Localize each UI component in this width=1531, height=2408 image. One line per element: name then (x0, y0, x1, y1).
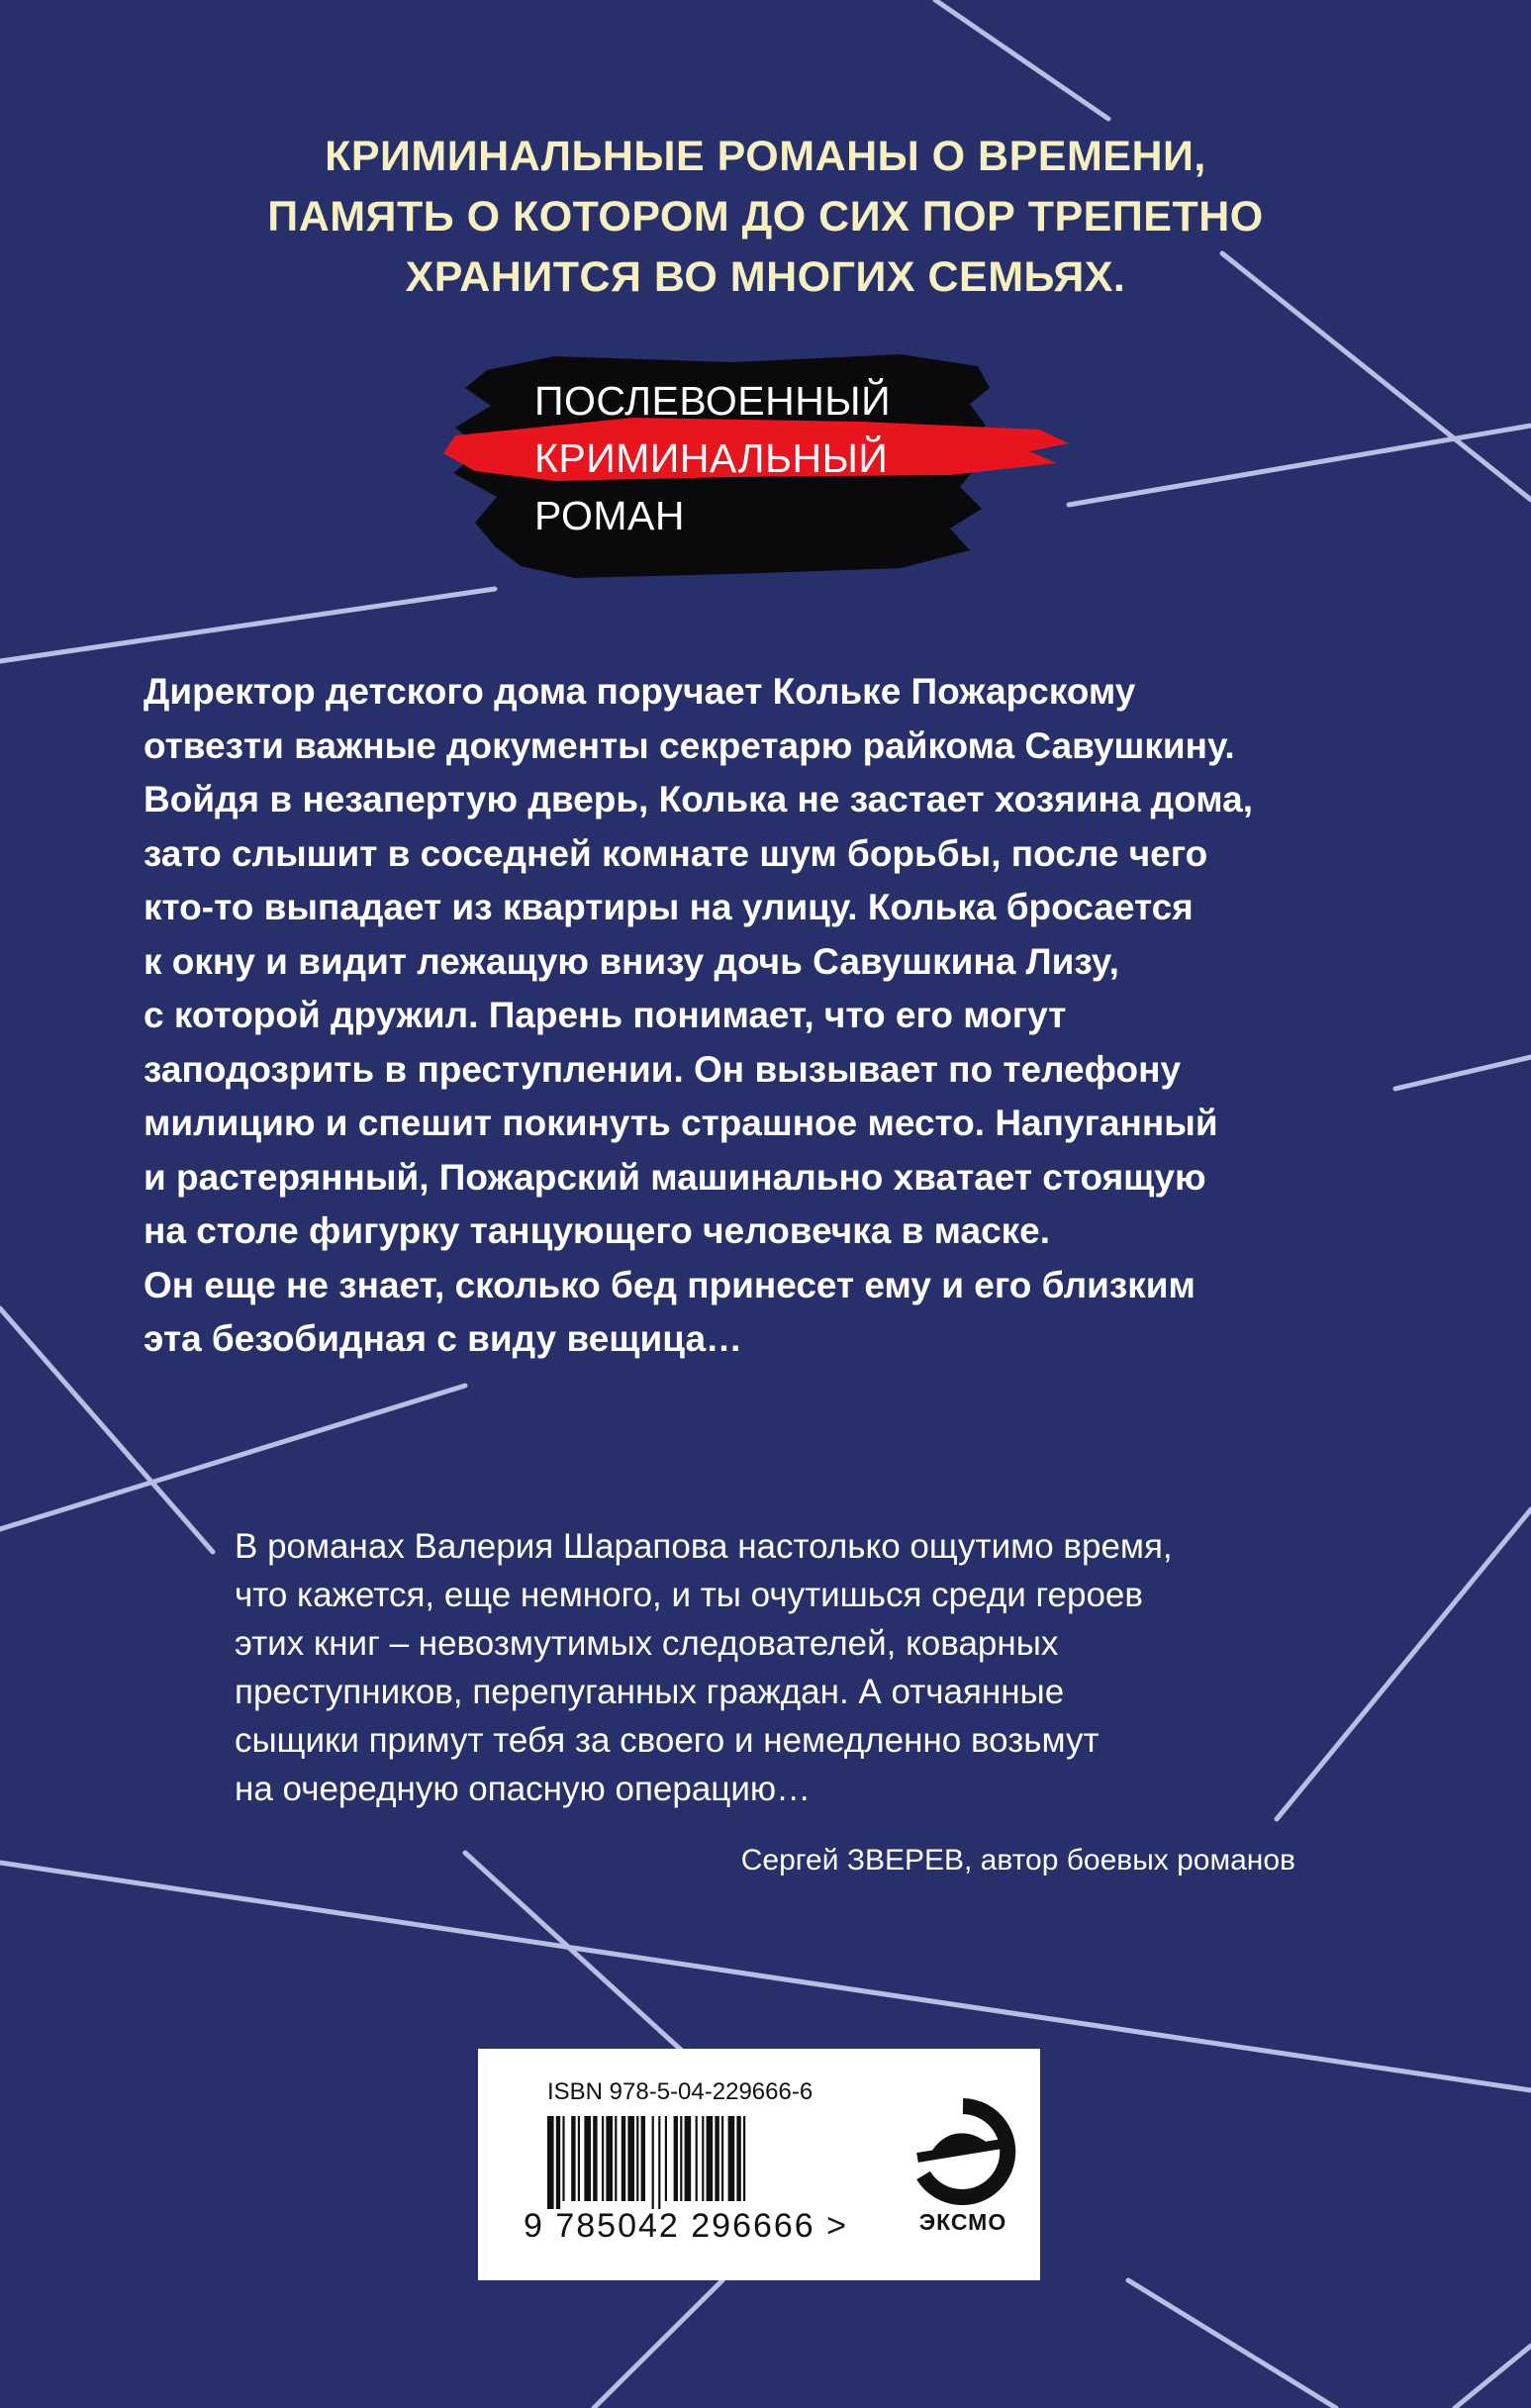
barcode-bar (602, 2116, 604, 2201)
annotation-line: эта безобидная с виду вещица… (144, 1318, 743, 1359)
annotation-line: Войдя в незапертую дверь, Колька не застает хозяина дома, (144, 779, 1254, 819)
quote-line: сыщики примут тебя за своего и немедленно возьмут (235, 1721, 1100, 1760)
barcode-bar (584, 2116, 591, 2201)
isbn-barcode-panel (478, 2049, 1040, 2280)
barcode-bar (547, 2116, 554, 2209)
isbn-label: ISBN 978-5-04-229666-6 (547, 2078, 813, 2105)
barcode-bar (658, 2116, 660, 2209)
barcode-bar (721, 2116, 723, 2201)
barcode-bar (696, 2116, 698, 2201)
annotation-line: Директор детского дома поручает Кольке Пожарскому (144, 671, 1136, 712)
review-quote (235, 1522, 1363, 1813)
barcode-bar (606, 2116, 613, 2201)
tagline-line: КРИМИНАЛЬНЫЕ РОМАНЫ О ВРЕМЕНИ, (325, 133, 1206, 180)
series-label (534, 372, 891, 544)
barcode-bar (571, 2116, 575, 2201)
quote-line: что кажется, еще немного, и ты очутишься среди героев (235, 1576, 1143, 1614)
annotation-line: к окну и видит лежащую внизу дочь Савушкина Лизу, (144, 940, 1119, 982)
annotation-line: Он еще не знает, сколько бед принесет ему и его близким (144, 1264, 1196, 1305)
series-label-line: РОМАН (534, 493, 685, 538)
publisher-name: ЭКСМО (918, 2209, 1007, 2235)
quote-line: этих книг – невозмутимых следователей, коварных (235, 1624, 1059, 1663)
quote-line: на очередную опасную операцию… (235, 1770, 812, 1808)
quote-line: В романах Валерия Шарапова настолько ощутимо время, (235, 1527, 1173, 1566)
tagline-line: ХРАНИТСЯ ВО МНОГИХ СЕМЬЯХ. (405, 253, 1126, 301)
barcode-bar (652, 2116, 654, 2209)
annotation-line: отвезти важные документы секретарю райкома Савушкину. (144, 724, 1235, 766)
annotation-line: заподозрить в преступлении. Он вызывает по телефону (144, 1048, 1182, 1090)
barcode-bar (715, 2116, 718, 2201)
barcode-bar (674, 2116, 678, 2201)
annotation-line: с которой дружил. Парень понимает, что его могут (144, 995, 1067, 1035)
barcode-bar (622, 2116, 625, 2201)
barcode-bar (641, 2116, 645, 2201)
barcode-bar (680, 2116, 682, 2201)
barcode-bar (562, 2116, 564, 2201)
barcode-bar (593, 2116, 597, 2201)
publisher-logo (904, 2098, 1022, 2257)
series-badge (435, 348, 1069, 586)
barcode-bar (728, 2116, 735, 2201)
quote-attribution: Сергей ЗВЕРЕВ, автор боевых романов (740, 1844, 1295, 1877)
book-annotation (144, 665, 1430, 1367)
tagline-line: ПАМЯТЬ О КОТОРОМ ДО СИХ ПОР ТРЕПЕТНО (267, 193, 1264, 241)
barcode-bar (615, 2116, 617, 2201)
series-label-line: ПОСЛЕВОЕННЫЙ (534, 378, 892, 424)
eksmo-logo-icon (904, 2098, 1022, 2207)
annotation-line: милицию и спешит покинуть страшное место. Напуганный (144, 1103, 1218, 1143)
barcode-digits: 9 785042 296666 > (524, 2207, 849, 2245)
barcode-bar (743, 2116, 745, 2201)
barcode-bar (707, 2116, 714, 2201)
barcode-bar (665, 2116, 667, 2201)
tagline (0, 127, 1531, 308)
series-label-line: КРИМИНАЛЬНЫЙ (534, 435, 889, 481)
annotation-line: и растерянный, Пожарский машинально хватает стоящую (144, 1156, 1206, 1198)
barcode-bar (636, 2116, 638, 2201)
barcode-bar (736, 2116, 740, 2201)
barcode-bar (685, 2116, 692, 2201)
barcode (547, 2116, 874, 2209)
annotation-line: зато слышит в соседней комнате шум борьбы, после чего (144, 832, 1208, 874)
quote-line: преступников, перепуганных граждан. А отчаянные (235, 1673, 1065, 1711)
barcode-bar (702, 2116, 704, 2201)
barcode-bar (556, 2116, 560, 2209)
annotation-line: на столе фигурку танцующего человечка в маске. (144, 1210, 1051, 1251)
barcode-bar (578, 2116, 580, 2201)
annotation-line: кто-то выпадает из квартиры на улицу. Колька бросается (144, 887, 1194, 927)
barcode-bar (627, 2116, 634, 2201)
